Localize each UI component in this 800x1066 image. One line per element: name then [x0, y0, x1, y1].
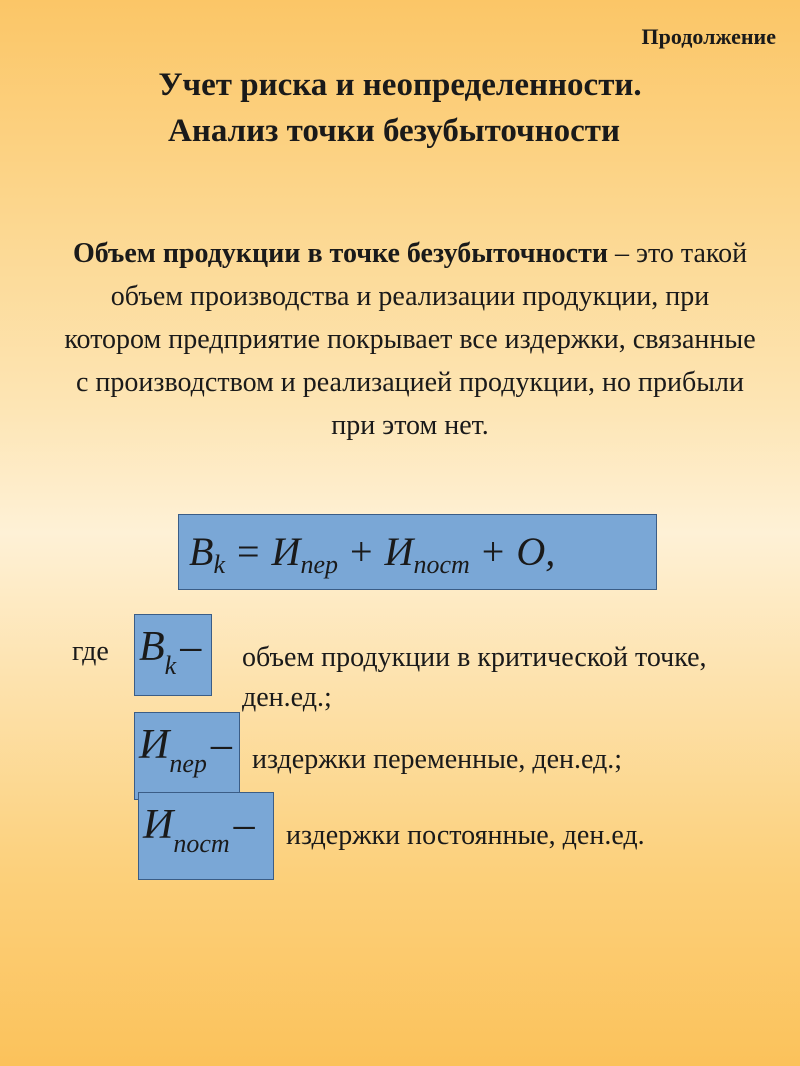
formula-term3: O, — [516, 529, 556, 574]
formula-term1: И — [271, 529, 301, 574]
symbol-iper-sub: пер — [169, 749, 207, 778]
title-line-1: Учет риска и неопределенности. — [158, 67, 642, 103]
definition-text: – это такой объем производства и реализации продукции, при котором предприятие покрывает все издержки, связанные с производством и реализацией продукции, но прибыли при этом нет. — [64, 238, 756, 441]
description-bk: объем продукции в критической точке, ден.ед.; — [242, 642, 707, 713]
where-label: где — [72, 636, 109, 667]
formula-lhs: B — [189, 529, 214, 574]
slide-title — [0, 62, 800, 154]
formula-term2-sub: пост — [413, 550, 470, 579]
description-ipost: издержки постоянные, ден.ед. — [286, 820, 645, 851]
symbol-ipost — [138, 792, 274, 880]
symbol-iper-dash: – — [210, 722, 232, 768]
symbol-iper-main: И — [139, 722, 170, 768]
formula-plus-2: + — [481, 529, 505, 574]
symbol-iper — [134, 712, 240, 800]
symbol-ipost-sub: пост — [173, 829, 230, 858]
breakeven-formula — [178, 514, 657, 590]
formula-plus-1: + — [349, 529, 373, 574]
formula-term2: И — [384, 529, 414, 574]
symbol-bk — [134, 614, 212, 696]
description-iper: издержки переменные, ден.ед.; — [252, 744, 623, 775]
definition-term: Объем продукции в точке безубыточности — [72, 238, 608, 269]
symbol-bk-main: B — [139, 624, 165, 670]
symbol-bk-dash: – — [180, 624, 202, 670]
formula-term1-sub: пер — [300, 550, 338, 579]
definition-paragraph — [60, 232, 760, 447]
symbol-ipost-main: И — [143, 802, 174, 848]
continuation-label: Продолжение — [641, 24, 776, 49]
formula-equals: = — [236, 529, 260, 574]
symbol-bk-sub: k — [164, 651, 177, 680]
title-line-2: Анализ точки безубыточности — [167, 113, 620, 149]
symbol-ipost-dash: – — [233, 802, 255, 848]
formula-lhs-sub: k — [213, 550, 225, 579]
